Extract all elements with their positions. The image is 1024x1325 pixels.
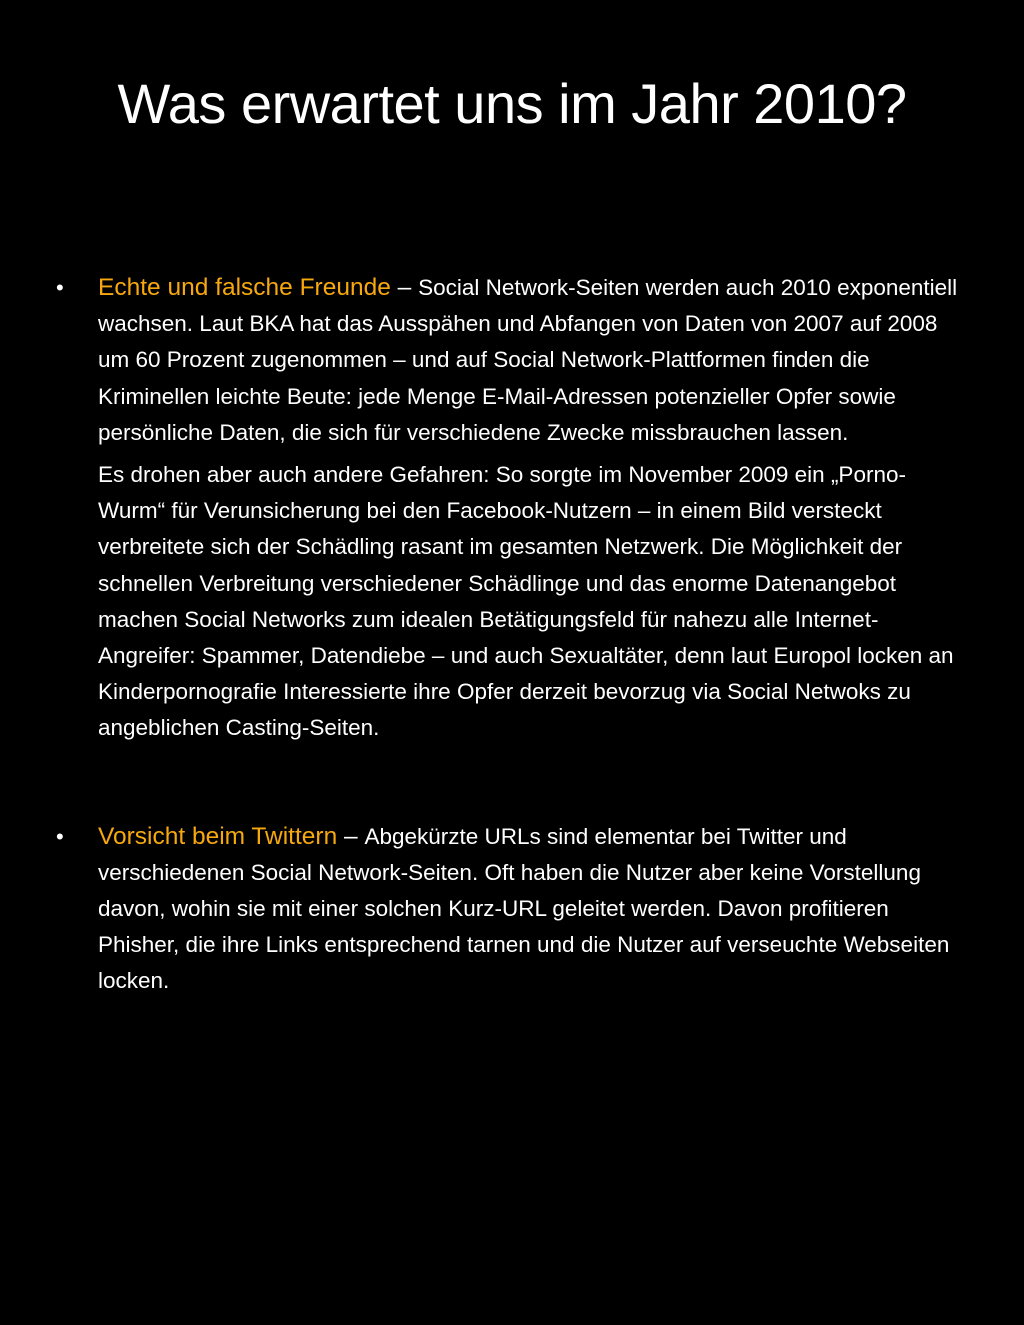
bullet-dash: – [337, 822, 365, 850]
bullet-item [52, 270, 962, 783]
bullet-continuation-paragraph: Es drohen aber auch andere Gefahren: So sorgte im November 2009 ein „Porno-Wurm“ für Verunsicherung bei den Facebook-Nutzern – in einem Bild versteckt verbreitete sich der Schädling rasant im gesamten Netzwerk. Die Möglichkeit der schnellen Verbreitung verschiedener Schädlinge und das enorme Datenangebot machen Social Networks zum idealen Betätigungsfeld für nahezu alle Internet-Angreifer: Spammer, Datendiebe – und auch Sexualtäter, denn laut Europol locken an Kinderpornografie Interessierte ihre Opfer derzeit bevorzug via Social Netwoks zu angeblichen Casting-Seiten. [98, 462, 954, 741]
bullet-dash: – [390, 274, 419, 301]
bullet-item [52, 819, 962, 1000]
bullet-text: Social Network-Seiten werden auch 2010 exponentiell wachsen. Laut BKA hat das Ausspähen und Abfangen von Daten von 2007 auf 2008 um 60 Prozent zugenommen – und auf Social Network-Plattformen finden die Kriminellen leichte Beute: jede Menge E-Mail-Adressen potenzieller Opfer sowie persönliche Daten, die sich für verschiedene Zwecke missbrauchen lassen. [98, 275, 958, 445]
bullet-paragraph [98, 819, 962, 1000]
slide-title: Was erwartet uns im Jahr 2010? [117, 72, 907, 135]
slide-content [52, 270, 962, 1000]
bullet-dot-icon: • [56, 823, 64, 849]
bullet-paragraph [98, 270, 962, 451]
bullet-heading: Echte und falsche Freunde [98, 274, 391, 301]
bullet-heading: Vorsicht beim Twittern [98, 822, 338, 850]
bullet-text: Abgekürzte URLs sind elementar bei Twitter und verschiedenen Social Network-Seiten. Oft haben die Nutzer aber keine Vorstellung davon, wohin sie mit einer solchen Kurz-URL geleitet werden. Davon profitieren Phisher, die ihre Links entsprechend tarnen und die Nutzer auf verseuchte Webseiten locken. [98, 823, 950, 994]
spacer [98, 747, 962, 783]
bullet-dot-icon: • [56, 275, 64, 300]
